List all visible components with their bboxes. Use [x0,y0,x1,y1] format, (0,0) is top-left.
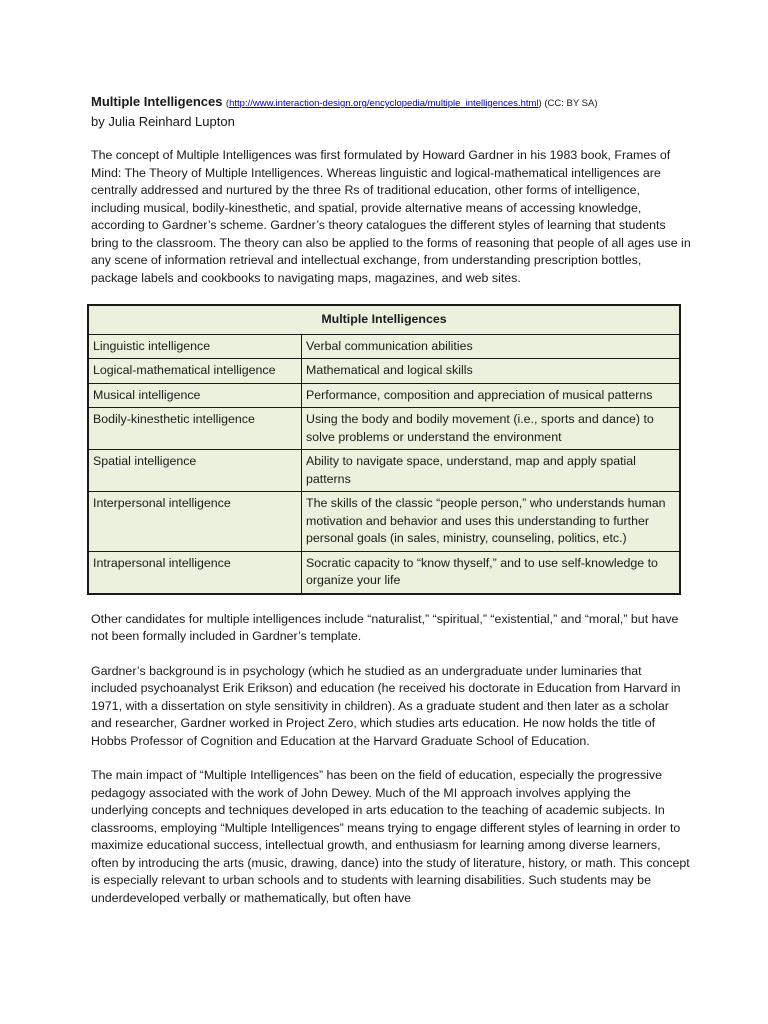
document-title: Multiple Intelligences [91,94,223,109]
table-heading: Multiple Intelligences [88,305,680,334]
table-row [88,334,680,359]
source-link[interactable]: http://www.interaction-design.org/encyclopedia/multiple_intelligences.html [229,98,539,109]
title-line [91,93,691,113]
table-row [88,551,680,594]
intelligence-type-cell: Linguistic intelligence [88,334,302,359]
intelligence-type-cell: Bodily-kinesthetic intelligence [88,408,302,450]
intelligence-description-cell: Using the body and bodily movement (i.e., sports and dance) to solve problems or understand the environment [302,408,681,450]
intelligence-description-cell: Ability to navigate space, understand, map and apply spatial patterns [302,450,681,492]
table-row [88,492,680,552]
intelligence-type-cell: Intrapersonal intelligence [88,551,302,594]
intro-paragraph: The concept of Multiple Intelligences was first formulated by Howard Gardner in his 1983 book, Frames of Mind: The Theory of Multiple Intelligences. Whereas linguistic and logical-mathematical intelligences are centrally addressed and nurtured by the three Rs of traditional education, other forms of intelligence, including musical, bodily-kinesthetic, and spatial, provide alternative means of accessing knowledge, according to Gardner’s scheme. Gardner’s theory catalogues the different styles of learning that students bring to the classroom. The theory can also be applied to the forms of reasoning that people of all ages use in any scene of information retrieval and intellectual exchange, from understanding prescription bottles, package labels and cookbooks to navigating maps, magazines, and web sites. [91,148,691,285]
intelligence-type-cell: Logical-mathematical intelligence [88,359,302,384]
intelligence-description-cell: Performance, composition and appreciation of musical patterns [302,383,681,408]
background-paragraph: Gardner’s background is in psychology (which he studied as an undergraduate under luminaries that included psychoanalyst Erik Erikson) and education (he received his doctorate in Education from Harvard in 1971, with a dissertation on style sensitivity in children). As a graduate student and then later as a scholar and researcher, Gardner worked in Project Zero, which studies arts education. He now holds the title of Hobbs Professor of Cognition and Education at the Harvard Graduate School of Education. [91,663,681,748]
author-byline: by Julia Reinhard Lupton [91,113,235,129]
intelligence-type-cell: Interpersonal intelligence [88,492,302,552]
document-body [91,93,691,924]
table-header-row [88,305,680,334]
table-row [88,359,680,384]
intelligences-table [87,304,681,595]
license-label: (CC: BY SA) [544,98,598,109]
intelligence-description-cell: The skills of the classic “people person,” who understands human motivation and behavior and uses this understanding to further personal goals (in sales, ministry, counseling, politics, etc.) [302,492,681,552]
source-citation: (http://www.interaction-design.org/encyclopedia/multiple_intelligences.html) (CC: BY SA) [225,98,598,109]
intelligence-type-cell: Musical intelligence [88,383,302,408]
impact-paragraph: The main impact of “Multiple Intelligences” has been on the field of education, especially the progressive pedagogy associated with the work of John Dewey. Much of the MI approach involves applying the underlying concepts and techniques developed in arts education to the teaching of academic subjects. In classrooms, employing “Multiple Intelligences” means trying to engage different styles of learning in order to maximize educational success, intellectual growth, and enthusiasm for learning among diverse learners, often by introducing the arts (music, drawing, dance) into the study of literature, history, or math. This concept is especially relevant to urban schools and to students with learning disabilities. Such students may be underdeveloped verbally or mathematically, but often have [91,768,690,905]
intelligence-description-cell: Socratic capacity to “know thyself,” and to use self-knowledge to organize your life [302,551,681,594]
intelligence-description-cell: Verbal communication abilities [302,334,681,359]
table-row [88,450,680,492]
intelligence-type-cell: Spatial intelligence [88,450,302,492]
candidates-paragraph: Other candidates for multiple intelligences include “naturalist,” “spiritual,” “existential,” and “moral,” but have not been formally included in Gardner’s template. [91,611,679,643]
table-row [88,408,680,450]
intelligence-description-cell: Mathematical and logical skills [302,359,681,384]
table-row [88,383,680,408]
